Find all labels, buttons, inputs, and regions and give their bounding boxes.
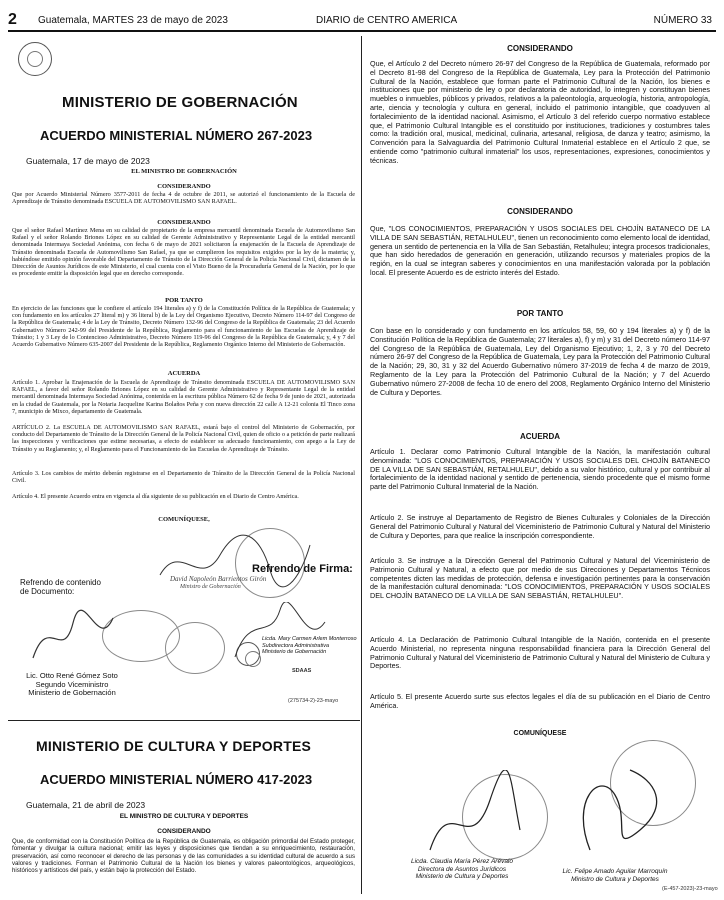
article: Artículo 5. El presente Acuerdo surte sus efectos legales el día de su publicación en el Diario de Centro América. — [370, 692, 710, 710]
article: ARTÍCULO 2. La ESCUELA DE AUTOMOVILISMO SAN RAFAEL, estará bajo el control del Ministerio de Gobernación, por conducto del Departamento de Tránsito de la Dirección General de la Policía Nacional Civil, quien de oficio o a petición de parte realizará las inspecciones y verificaciones que estime necesarias, a efecto de establecer su adecuado funcionamiento, con apego a la Ley de Tránsito y su Reglamento; y, el Reglamento para el Funcionamiento de las Escuelas de Aprendizaje de Tránsito. — [12, 424, 355, 453]
section-heading: ACUERDA — [167, 370, 201, 377]
closing-comuniquese: COMUNÍQUESE — [513, 730, 567, 737]
section-heading: CONSIDERANDO — [507, 44, 573, 53]
paragraph: Que por Acuerdo Ministerial Número 3577-2011 de fecha 4 de octubre de 2011, se autorizó el funcionamiento de la Escuela de Aprendizaje de Tránsito denominada ESCUELA DE AUTOMOVILISMO SAN RAFAEL. — [12, 191, 355, 206]
refrendo-firma: Refrendo de Firma: — [252, 563, 353, 575]
issuing-authority: EL MINISTRO DE GOBERNACIÓN — [131, 168, 237, 175]
agreement-date: Guatemala, 21 de abril de 2023 — [26, 800, 146, 810]
signature-title: Ministerio de Gobernación — [262, 649, 327, 655]
section-heading: ACUERDA — [520, 432, 560, 441]
page-header — [8, 10, 716, 32]
signature-title: Subdirectora Administrativa — [262, 642, 330, 649]
section-divider — [8, 720, 360, 721]
article: Artículo 4. El presente Acuerdo entra en vigencia al día siguiente de su publicación en el Diario de Centro América. — [12, 493, 299, 500]
signature-title: Ministro de Gobernación — [180, 584, 241, 590]
signature-icon — [28, 608, 118, 668]
signature-name: Licda. Mary Carmen Arlem Monterroso — [262, 636, 357, 642]
paragraph: En ejercicio de las funciones que le confiere el artículo 194 literales a) y f) de la Constitución Política de la República de Guatemala; y con fundamento en los artículos 27 literal m) y 36 literal b) de la Ley del Organismo Ejecutivo, Decreto Número 114-97 del Congreso de la República de Guatemala; 4 de la Ley de Tránsito, Decreto Número 132-96 del Congreso de la República de Guatemala; 23 del Acuerdo Gubernativo Número 242-99 del Presidente de la República, Reglamento para el funcionamiento de las Escuelas de Aprendizaje de Tránsito; 1 y 3 Ley de lo Contencioso Administrativo, Decreto Número 119-96 del Congreso de la República de Guatemala; y, 4 y 7 del Acuerdo Gubernativo Número 635-2007 del Presidente de la República, Reglamento Orgánico Interno del Ministerio de Gobernación. — [12, 305, 355, 349]
agreement-title: ACUERDO MINISTERIAL NÚMERO 267-2023 — [40, 128, 313, 143]
signature-block — [262, 636, 362, 656]
paragraph: Que, "LOS CONOCIMIENTOS, PREPARACIÓN Y USOS SOCIALES DEL CHOJÍN BATANECO DE LA VILLA DE SAN SEBASTIÁN, RETALHULEU", tienen un reconocimiento como elemento local de identidad, genera un sentido de pertenencia en la Villa de San Sebastián, Retalhuleu; integra procesos tradicionales, que han sido heredados de generación en generación, utilizando recursos y materiales propios de la región, en la cual se integran saberes y conocimientos en una manifestación valorada por la población local. El presente Acuerdo es de estricto interés del Estado. — [370, 224, 710, 277]
article: Artículo 4. La Declaración de Patrimonio Cultural Intangible de la Nación, contenida en el presente Acuerdo Ministerial, no representa ninguna responsabilidad financiera para la Dirección General del Patrimonio Cultural y Natural del Viceministerio de Patrimonio Cultural y Natural del Ministerio de Cultura y Deportes. — [370, 635, 710, 671]
article: Artículo 2. Se instruye al Departamento de Registro de Bienes Culturales y Coloniales de la Dirección General del Patrimonio Cultural y Natural del Viceministerio de Patrimonio Cultural y Natural del Ministerio de Cultura y Deportes, para que realice la inscripción correspondiente. — [370, 513, 710, 540]
page-number: 2 — [8, 11, 17, 28]
signature-name: Lic. Otto René Gómez Soto — [26, 671, 118, 680]
paragraph: Con base en lo considerado y con fundamento en los artículos 58, 59, 60 y 194 literales a) y f) de la Constitución Política de la República de Guatemala; 27 literales a), f) y m) y 31 del Decreto número 114-97 del Congreso de la República de Guatemala, Ley del Organismo Ejecutivo; 1, 2, 3 y 70 del Decreto número 26-97 del Congreso de la República de Guatemala, Ley para la Protección del Patrimonio Cultural de la Nación; 29, 30, 31 y 32 del Acuerdo Gubernativo número 37-2019 de fecha 4 de marzo de 2019, Reglamento de la Ley para la Protección del Patrimonio Cultural de la Nación; y 7 del Acuerdo Gubernativo número 27-2008 de fecha 10 de enero del 2008, Reglamento Orgánico Interno del Ministerio de Cultura y Deportes. — [370, 326, 710, 397]
article: Artículo 1. Declarar como Patrimonio Cultural Intangible de la Nación, la manifestación cultural denominada: "LOS CONOCIMIENTOS, PREPARACIÓN Y USOS SOCIALES DEL CHOJÍN BATANECO DE LA VILLA DE SAN SEBASTIÁN, RETALHULEU", debido a su valor histórico, cultural y por contribuir al fortalecimiento de la identidad nacional y sentido de pertenencia, siendo procedente que el mismo forme parte del Patrimonio Cultural Inmaterial de la Nación. — [370, 447, 710, 492]
section-heading: CONSIDERANDO — [157, 828, 211, 835]
issue-number: NÚMERO 33 — [653, 15, 712, 26]
official-stamp-icon — [165, 622, 225, 674]
signature-icon — [560, 760, 660, 860]
signature-title: Ministro de Cultura y Deportes — [571, 875, 659, 883]
ministry-title: MINISTERIO DE CULTURA Y DEPORTES — [36, 738, 312, 754]
signature-name: Lic. Felipe Amado Aguilar Marroquín — [562, 868, 668, 875]
section-heading: POR TANTO — [165, 297, 203, 304]
paragraph: Que, de conformidad con la Constitución Política de la República de Guatemala, es obligación primordial del Estado proteger, fomentar y divulgar la cultura nacional; emitir las leyes y disposiciones que tiendan a su enriquecimiento, restauración, preservación, así como reconocer el derecho de las personas y de las comunidades a su identidad cultural de acuerdo a sus valores y tradiciones. Forman el Patrimonio Cultural de la Nación los bienes y valores paleontológicos, arqueológicos, históricos y artísticos del país, y están bajo la protección del Estado. — [12, 838, 355, 875]
section-heading: CONSIDERANDO — [507, 207, 573, 216]
signature-name: Licda. Claudia María Pérez Arévalo — [410, 858, 513, 865]
reference-code: (275734-2)-23-mayo — [288, 698, 339, 704]
agreement-title: ACUERDO MINISTERIAL NÚMERO 417-2023 — [40, 772, 313, 787]
signature-title: Ministerio de Gobernación — [28, 688, 116, 697]
issuing-authority: EL MINISTRO DE CULTURA Y DEPORTES — [119, 813, 249, 820]
section-heading: POR TANTO — [516, 309, 564, 318]
newspaper-name: DIARIO de CENTRO AMERICA — [316, 15, 458, 26]
closing-comuniquese: COMUNÍQUESE, — [158, 516, 210, 523]
agreement-date: Guatemala, 17 de mayo de 2023 — [26, 156, 150, 166]
column-divider — [361, 36, 362, 894]
signature-block — [540, 868, 690, 883]
article: Artículo 1. Aprobar la Enajenación de la Escuela de Aprendizaje de Tránsito denominada ESCUELA DE AUTOMOVILISMO SAN RAFAEL, a favor del señor Rolando Briones López en su calidad de Gerente Administrativo y Representante Legal de la entidad mercantil denominada Intermaya Sociedad Anónima, contenida en la escritura pública Número 62 de fecha 9 de junio de 2021, autorizada en la ciudad de Guatemala, por la Notaria Jacqueline Karina Bolaños Peña y con nueva dirección 22 calle A 12-21 colonia El Tinco zona 7, municipio de Mixco, departamento de Guatemala. — [12, 379, 355, 415]
signature-title: Directora de Asuntos Jurídicos — [417, 865, 507, 873]
header-date: Guatemala, MARTES 23 de mayo de 2023 — [38, 15, 228, 26]
article: Artículo 3. Los cambios de mérito deberán registrarse en el Departamento de Tránsito de la Dirección General de la Policía Nacional Civil. — [12, 470, 355, 485]
article: Artículo 3. Se instruye a la Dirección General del Patrimonio Cultural y Natural del Viceministerio de Patrimonio Cultural y Natural, a efecto que por medio de sus Direcciones y Departamentos Técnicos competentes dicten las medidas de protección, defensa e investigación pertinentes para la conservación de la manifestación cultural denominada: "LOS CONOCIMIENTOS, PREPARACIÓN Y USOS SOCIALES DEL CHOJÍN BATANECO DE LA VILLA DE SAN SEBASTIÁN, RETALHULEU". — [370, 556, 710, 601]
refrendo-contenido: Refrendo de contenido de Documento: — [20, 578, 101, 596]
signature-title: Segundo Viceministro — [35, 679, 109, 689]
reference-code: (E-457-2023)-23-mayo — [662, 886, 718, 892]
signature-name: David Napoleón Barrientos Girón — [170, 575, 267, 583]
ministry-title: MINISTERIO DE GOBERNACIÓN — [62, 94, 298, 111]
signature-block — [392, 858, 532, 881]
signature-block — [12, 672, 132, 698]
paragraph: Que, el Artículo 2 del Decreto número 26-97 del Congreso de la República de Guatemala, reformado por el Decreto 81-98 del Congreso de la República de Guatemala, Ley para la Protección del Patrimonio Cultural de la Nación, establece que forman parte el Patrimonio Cultural de la Nación, los bienes e instituciones que por ministerio de ley o por declaratoria de autoridad, lo integren y constituyan bienes muebles o inmuebles, públicos y privados, relativos a la paleontología, arqueología, historia, antropología, arte, ciencia y tecnología y cultura en general, incluido el patrimonio intangible, que coadyuven al fortalecimiento de la identidad nacional. Asimismo, el Artículo 3 del referido cuerpo normativo establece que, el Patrimonio Cultural Intangible es el constituido por instituciones, tradiciones y costumbres tales como: la tradición oral, musical, medicinal, culinaria, artesanal, religiosa, de danza y teatro; asimismo, la Convención para la Salvaguardia del Patrimonio Cultural Inmaterial establece en el Artículo 2 que, se entiende como "patrimonio cultural inmaterial" los usos, representaciones, expresiones, conocimientos y técnicas. — [370, 59, 710, 165]
signature-title: Ministerio de Cultura y Deportes — [415, 873, 509, 880]
coat-of-arms-icon — [18, 42, 52, 76]
paragraph: Que el señor Rafael Martínez Mena en su calidad de propietario de la empresa mercantil denominada Escuela de Automovilismo San Rafael y el señor Rolando Briones López en su calidad de Gerente Administrativo y Representante Legal de la entidad mercantil denominada Intermaya Sociedad Anónima, con fecha 6 de mayo de 2021 solicitaron la enajenación de la Escuela de Aprendizaje de Tránsito denominada Escuela de Automovilismo San Rafael, ya que se cumplieron los requisitos exigidos por la ley de la materia; y, habiéndose emitido opinión favorable del Departamento de Tránsito de la Dirección General de la Policía Nacional Civil, dictamen de la Dirección de Asuntos Jurídicos de este Ministerio, el cual cuenta con el Visto Bueno de la Procuraduría General de la Nación, por lo que es procedente emitir la disposición legal que en derecho corresponde. — [12, 227, 355, 278]
section-heading: CONSIDERANDO — [157, 183, 211, 190]
signature-icon — [410, 770, 530, 860]
stamp-label: SDAAS — [292, 668, 312, 674]
section-heading: CONSIDERANDO — [157, 219, 211, 226]
